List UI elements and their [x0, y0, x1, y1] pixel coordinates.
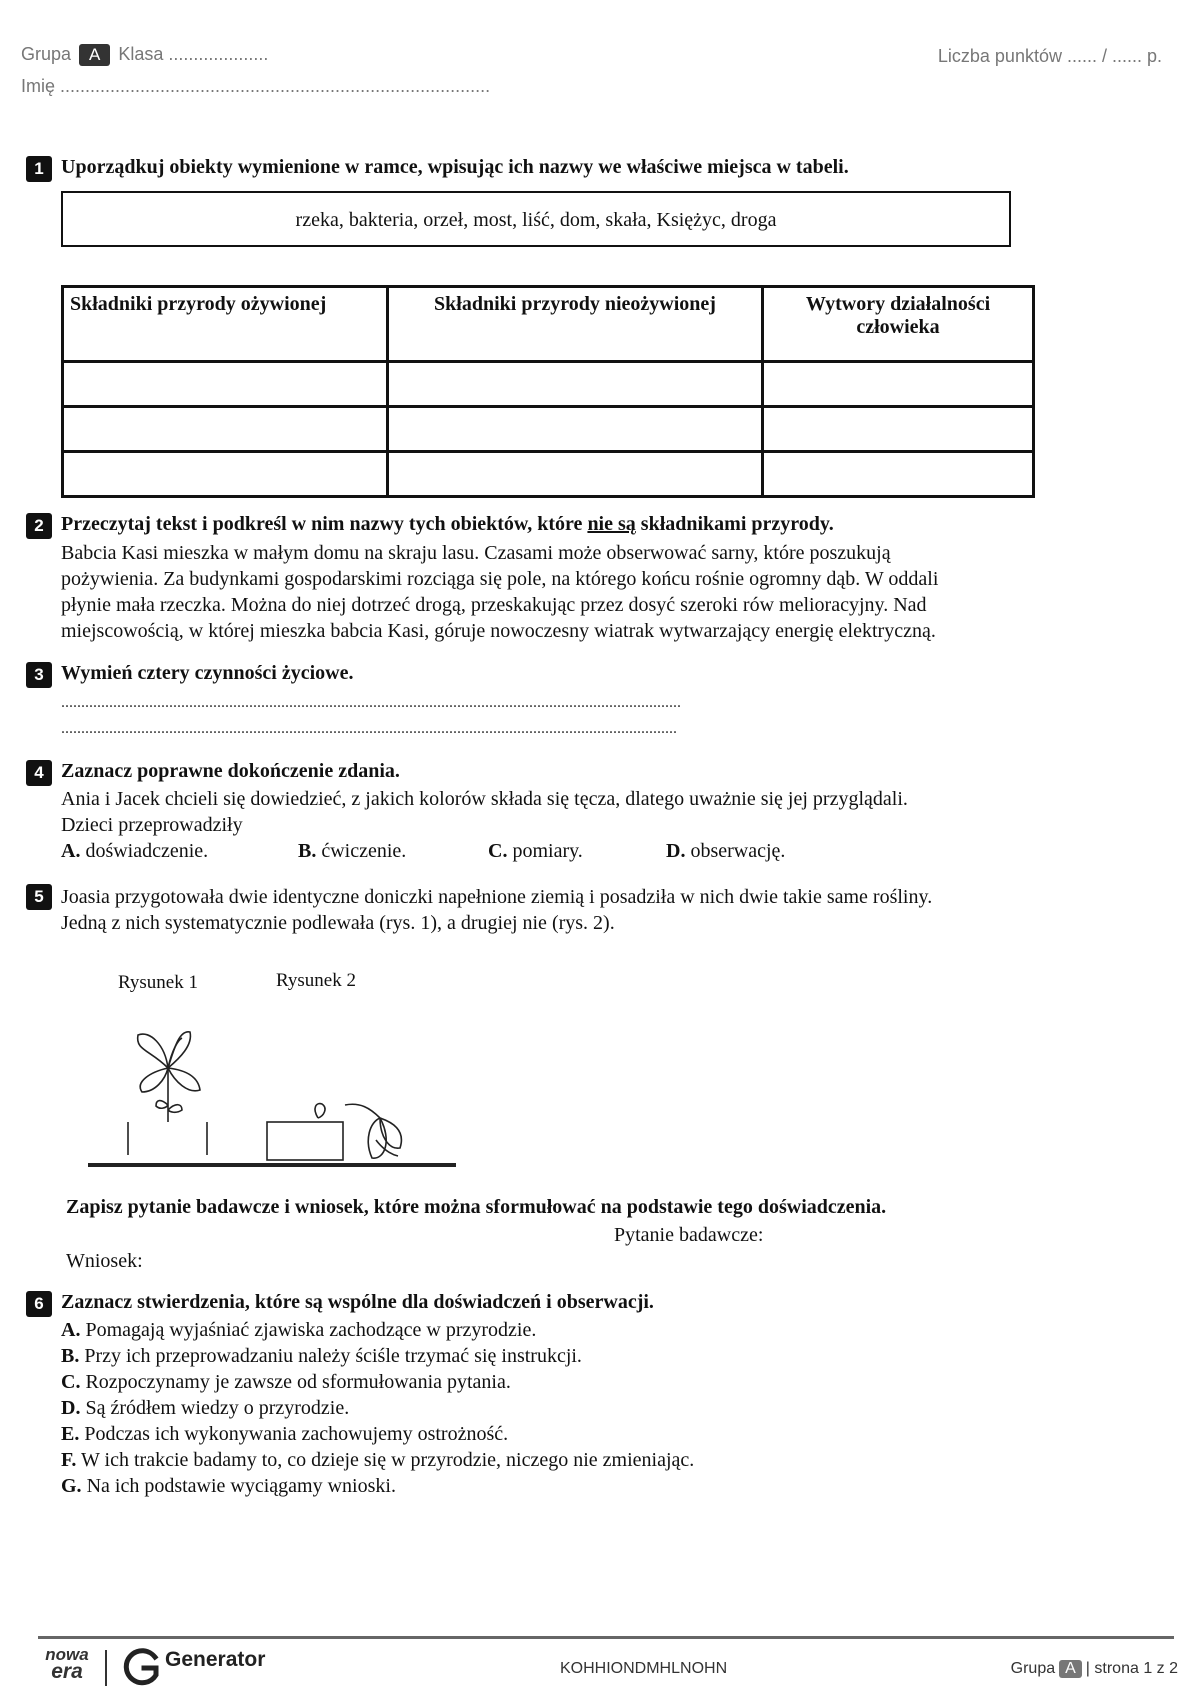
- answer-cell[interactable]: [763, 452, 1034, 497]
- answer-line-1[interactable]: ...........................................................................................................................................................: [61, 694, 681, 711]
- option-text: Rozpoczynamy je zawsze od sformułowania pytania.: [85, 1371, 511, 1393]
- task6-option-a[interactable]: [61, 1317, 694, 1343]
- column-header-nonliving: Składniki przyrody nieożywionej: [388, 287, 763, 362]
- task-number-2: 2: [26, 513, 52, 539]
- points-label: Liczba punktów ...... / ...... p.: [937, 46, 1162, 66]
- option-label: C.: [61, 1371, 81, 1393]
- task2-text-line: płynie mała rzeczka. Można do niej dotrzeć drogą, przeskakując przez dosyć szeroki rów melioracyjny. Nad: [61, 594, 927, 616]
- option-text: Są źródłem wiedzy o przyrodzie.: [85, 1397, 350, 1419]
- conclusion-label: Wniosek:: [66, 1250, 143, 1272]
- task5-instruction: Zapisz pytanie badawcze i wniosek, które można sformułować na podstawie tego doświadczenia.: [66, 1196, 887, 1218]
- footer-group-badge: A: [1059, 1660, 1082, 1678]
- task4-option-a[interactable]: [61, 838, 208, 864]
- task6-option-c[interactable]: [61, 1369, 694, 1395]
- option-label: A.: [61, 1319, 81, 1341]
- answer-cell[interactable]: [63, 407, 388, 452]
- option-text: Pomagają wyjaśniać zjawiska zachodzące w przyrodzie.: [85, 1319, 537, 1341]
- task2-title-start: Przeczytaj tekst i podkreśl w nim nazwy tych obiektów, które: [61, 513, 588, 535]
- task-number-6: 6: [26, 1291, 52, 1317]
- figure1-label: Rysunek 1: [118, 972, 198, 993]
- option-text: pomiary.: [512, 840, 583, 862]
- task6-option-g[interactable]: [61, 1473, 694, 1499]
- option-label: D.: [666, 840, 686, 862]
- task4-line-2: Dzieci przeprowadziły: [61, 814, 243, 836]
- option-label: B.: [298, 840, 317, 862]
- task-number-3: 3: [26, 662, 52, 688]
- task4-title: Zaznacz poprawne dokończenie zdania.: [61, 760, 400, 782]
- column-header-human-made: Wytwory działalności człowieka: [763, 287, 1034, 362]
- wilted-plant: [315, 1104, 401, 1159]
- plants-figure: [80, 1010, 470, 1170]
- task2-text: [61, 540, 938, 644]
- answer-line-2[interactable]: ..........................................................................................................................................................: [61, 720, 677, 737]
- task-number-4: 4: [26, 760, 52, 786]
- group-label: Grupa: [21, 44, 72, 64]
- task4-option-c[interactable]: [488, 838, 583, 864]
- table-row: [63, 452, 1034, 497]
- classification-table: [61, 285, 1035, 498]
- option-label: D.: [61, 1397, 81, 1419]
- logo-separator: [105, 1650, 107, 1686]
- task6-option-d[interactable]: [61, 1395, 694, 1421]
- task4-option-d[interactable]: [666, 838, 785, 864]
- generator-logo-text: Generator: [165, 1648, 266, 1671]
- nowa-era-logo: [38, 1645, 96, 1683]
- task5-line-1: Joasia przygotowała dwie identyczne doniczki napełnione ziemią i posadziła w nich dwie takie same rośliny.: [61, 886, 933, 908]
- logo-nowa: nowa: [45, 1645, 89, 1664]
- task2-title: [61, 513, 834, 536]
- option-label: B.: [61, 1345, 80, 1367]
- generator-g-icon: [122, 1648, 162, 1688]
- option-text: obserwację.: [690, 840, 786, 862]
- option-text: Na ich podstawie wyciągamy wnioski.: [86, 1475, 396, 1497]
- class-label: Klasa ....................: [118, 44, 269, 64]
- column-header-living: Składniki przyrody ożywionej: [63, 287, 388, 362]
- task6-title: Zaznacz stwierdzenia, które są wspólne dla doświadczeń i obserwacji.: [61, 1291, 654, 1313]
- option-text: W ich trakcie badamy to, co dzieje się w przyrodzie, niczego nie zmieniając.: [81, 1449, 695, 1471]
- option-label: G.: [61, 1475, 82, 1497]
- footer-page-info: [1011, 1660, 1178, 1678]
- task4-line-1: Ania i Jacek chcieli się dowiedzieć, z jakich kolorów składa się tęcza, dlatego uważnie się jej przyglądali.: [61, 788, 908, 810]
- task6-option-e[interactable]: [61, 1421, 694, 1447]
- task6-option-f[interactable]: [61, 1447, 694, 1473]
- answer-cell[interactable]: [763, 407, 1034, 452]
- word-box: rzeka, bakteria, orzeł, most, liść, dom, skała, Księżyc, droga: [61, 191, 1011, 247]
- header-group: [21, 44, 268, 66]
- task6-option-b[interactable]: [61, 1343, 694, 1369]
- option-label: A.: [61, 840, 81, 862]
- answer-cell[interactable]: [63, 452, 388, 497]
- table-row: [63, 407, 1034, 452]
- task-number-1: 1: [26, 156, 52, 182]
- option-label: F.: [61, 1449, 77, 1471]
- healthy-plant: [138, 1032, 200, 1122]
- footer-group-label: Grupa: [1010, 1660, 1056, 1677]
- document-code: KOHHIONDMHLNOHN: [560, 1660, 728, 1677]
- task2-title-end: składnikami przyrody.: [635, 513, 834, 535]
- task4-option-b[interactable]: [298, 838, 406, 864]
- task6-options: [61, 1317, 694, 1499]
- research-question-label: Pytanie badawcze:: [614, 1224, 764, 1246]
- option-text: Podczas ich wykonywania zachowujemy ostrożność.: [84, 1423, 509, 1445]
- answer-cell[interactable]: [388, 362, 763, 407]
- pot2: [267, 1122, 343, 1160]
- option-label: C.: [488, 840, 508, 862]
- page-number: | strona 1 z 2: [1085, 1660, 1178, 1677]
- group-badge: A: [79, 44, 110, 66]
- answer-cell[interactable]: [388, 407, 763, 452]
- task3-title: Wymień cztery czynności życiowe.: [61, 662, 354, 684]
- option-text: Przy ich przeprowadzaniu należy ściśle trzymać się instrukcji.: [84, 1345, 582, 1367]
- figure2-label: Rysunek 2: [276, 970, 356, 991]
- task2-title-underlined: nie są: [587, 513, 636, 535]
- option-text: ćwiczenie.: [321, 840, 407, 862]
- footer-divider: [38, 1636, 1174, 1639]
- option-text: doświadczenie.: [85, 840, 209, 862]
- logo-era: era: [51, 1660, 83, 1683]
- task2-text-line: Babcia Kasi mieszka w małym domu na skraju lasu. Czasami może obserwować sarny, które poszukują: [61, 542, 891, 564]
- task-number-5: 5: [26, 884, 52, 910]
- answer-cell[interactable]: [388, 452, 763, 497]
- option-label: E.: [61, 1423, 80, 1445]
- answer-cell[interactable]: [63, 362, 388, 407]
- name-label: Imię ......................................................................................: [21, 76, 491, 96]
- task1-title: Uporządkuj obiekty wymienione w ramce, wpisując ich nazwy we właściwe miejsca w tabeli.: [61, 156, 849, 178]
- task5-line-2: Jedną z nich systematycznie podlewała (rys. 1), a drugiej nie (rys. 2).: [61, 912, 615, 934]
- table-row: [63, 362, 1034, 407]
- task2-text-line: pożywienia. Za budynkami gospodarskimi rozciąga się pole, na którego końcu rośnie ogromny dąb. W oddali: [61, 568, 939, 590]
- answer-cell[interactable]: [763, 362, 1034, 407]
- task2-text-line: miejscowością, w której mieszka babcia Kasi, góruje nowoczesny wiatrak wytwarzający energię elektryczną.: [61, 620, 936, 642]
